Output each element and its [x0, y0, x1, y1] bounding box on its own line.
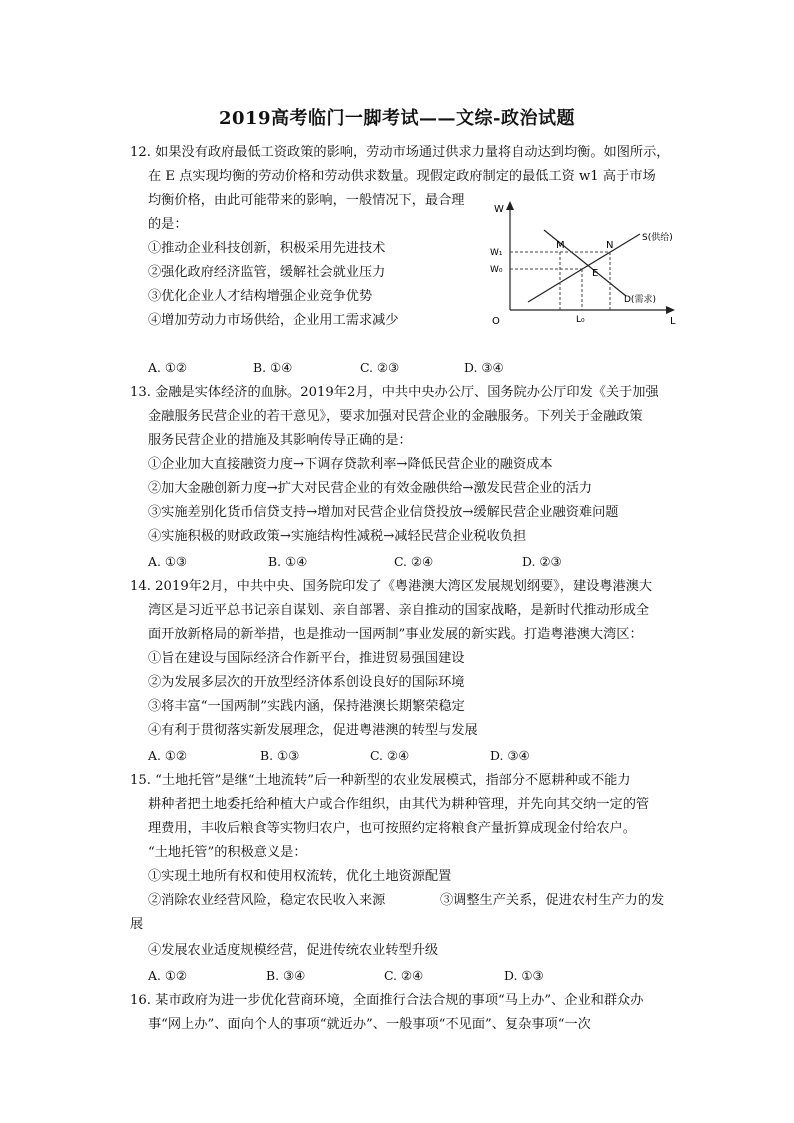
option-a[interactable]: A. ①② — [148, 968, 188, 983]
label-l: L — [670, 316, 676, 327]
q12-stem-line: 均衡价格，由此可能带来的影响，一般情况下，最合理 — [148, 193, 465, 208]
option-d[interactable]: D. ②③ — [522, 554, 562, 569]
q12-stem-line: 在 E 点实现均衡的劳动价格和劳动供求数量。现假定政府制定的最低工资 w1 高于市场 — [148, 169, 656, 184]
option-b[interactable]: B. ③④ — [266, 968, 306, 983]
page-title: 2019高考临门一脚考试——文综-政治试题 — [218, 108, 576, 129]
label-m: M — [556, 240, 565, 251]
q15-stem-line: 15. “土地托管”是继“土地流转”后一种新型的农业发展模式，指部分不愿耕种或不能力 — [130, 773, 631, 788]
option-c[interactable]: C. ②④ — [384, 968, 424, 983]
q14-choice: ①旨在建设与国际经济合作新平台，推进贸易强国建设 — [148, 651, 465, 666]
q14-choice: ③将丰富“一国两制”实践内涵，保持港澳长期繁荣稳定 — [148, 699, 465, 714]
label-w0: W₀ — [490, 265, 503, 275]
option-c[interactable]: C. ②④ — [394, 554, 434, 569]
q12-stem-line: 12. 如果没有政府最低工资政策的影响，劳动市场通过供求力量将自动达到均衡。如图所示， — [130, 145, 670, 160]
q16-stem-line: 16. 某市政府为进一步优化营商环境，全面推行合法合规的事项“马上办”、企业和群众办 — [130, 993, 644, 1008]
q16-stem-line: 事“网上办”、面向个人的事项“就近办”、一般事项“不见面”、复杂事项“一次 — [148, 1017, 591, 1032]
label-supply: S(供给) — [642, 233, 673, 243]
q12-choice: ①推动企业科技创新，积极采用先进技术 — [148, 241, 386, 256]
q14-choice: ②为发展多层次的开放型经济体系创设良好的国际环境 — [148, 675, 465, 690]
labor-market-graph — [484, 198, 684, 330]
q14-stem-line: 面开放新格局的新举措，也是推动一国两制”事业发展的新实践。打造粤港澳大湾区： — [148, 627, 643, 642]
label-e: E — [592, 268, 599, 279]
q13-choice: ③实施差别化货币信贷支持→增加对民营企业信贷投放→缓解民营企业融资难问题 — [148, 505, 619, 520]
label-w1: W₁ — [490, 248, 503, 258]
q13-choice: ④实施积极的财政政策→实施结构性减税→减轻民营企业税收负担 — [148, 529, 527, 544]
q15-stem-line: 耕种者把土地委托给种植大户或合作组织，由其代为耕种管理，并先向其交纳一定的管 — [148, 797, 650, 812]
q12-choice: ②强化政府经济监管，缓解社会就业压力 — [148, 265, 386, 280]
option-a[interactable]: A. ①② — [148, 748, 188, 763]
q12-choice: ③优化企业人才结构增强企业竞争优势 — [148, 289, 373, 304]
option-b[interactable]: B. ①④ — [253, 360, 293, 375]
q12-choice: ④增加劳动力市场供给，企业用工需求减少 — [148, 313, 399, 328]
q13-stem-line: 服务民营企业的措施及其影响传导正确的是： — [148, 433, 412, 448]
label-o: O — [492, 316, 500, 327]
label-w: W — [494, 204, 504, 215]
option-b[interactable]: B. ①③ — [260, 748, 300, 763]
x-axis-arrow — [666, 306, 675, 314]
option-c[interactable]: C. ②③ — [360, 360, 400, 375]
q15-choice: ②消除农业经营风险，稳定农民收入来源 — [148, 893, 386, 908]
q12-stem-line: 的是： — [148, 217, 188, 232]
option-a[interactable]: A. ①③ — [148, 554, 188, 569]
label-n: N — [606, 240, 614, 251]
q15-choice-wrap: 展 — [130, 917, 144, 932]
q14-stem-line: 湾区是习近平总书记亲自谋划、亲自部署、亲自推动的国家战略，是新时代推动形成全 — [148, 603, 650, 618]
q13-choice: ①企业加大直接融资力度→下调存贷款利率→降低民营企业的融资成本 — [148, 457, 553, 472]
q15-choice: ④发展农业适度规模经营，促进传统农业转型升级 — [148, 943, 439, 958]
q15-choice: ①实现土地所有权和使用权流转，优化土地资源配置 — [148, 869, 452, 884]
option-a[interactable]: A. ①② — [148, 360, 188, 375]
q15-choice: ③调整生产关系，促进农村生产力的发 — [440, 893, 665, 908]
label-demand: D(需求) — [624, 295, 656, 305]
option-d[interactable]: D. ③④ — [490, 748, 530, 763]
supply-curve — [528, 234, 640, 302]
option-c[interactable]: C. ②④ — [370, 748, 410, 763]
q14-choice: ④有利于贯彻落实新发展理念，促进粤港澳的转型与发展 — [148, 723, 478, 738]
label-l0: L₀ — [576, 315, 585, 325]
q13-stem-line: 13. 金融是实体经济的血脉。2019年2月，中共中央办公厅、国务院办公厅印发《关于加强 — [130, 385, 659, 400]
q13-choice: ②加大金融创新力度→扩大对民营企业的有效金融供给→激发民营企业的活力 — [148, 481, 593, 496]
y-axis-arrow — [506, 201, 514, 210]
option-d[interactable]: D. ③④ — [464, 360, 504, 375]
option-d[interactable]: D. ①③ — [504, 968, 544, 983]
option-b[interactable]: B. ①④ — [268, 554, 308, 569]
q13-stem-line: 金融服务民营企业的若干意见》，要求加强对民营企业的金融服务。下列关于金融政策 — [148, 409, 643, 424]
q14-stem-line: 14. 2019年2月，中共中央、国务院印发了《粤港澳大湾区发展规划纲要》，建设粤港澳大 — [130, 579, 653, 594]
q15-stem-line: “土地托管”的积极意义是： — [148, 845, 307, 860]
q15-stem-line: 理费用，丰收后粮食等实物归农户，也可按照约定将粮食产量折算成现金付给农户。 — [148, 821, 636, 836]
